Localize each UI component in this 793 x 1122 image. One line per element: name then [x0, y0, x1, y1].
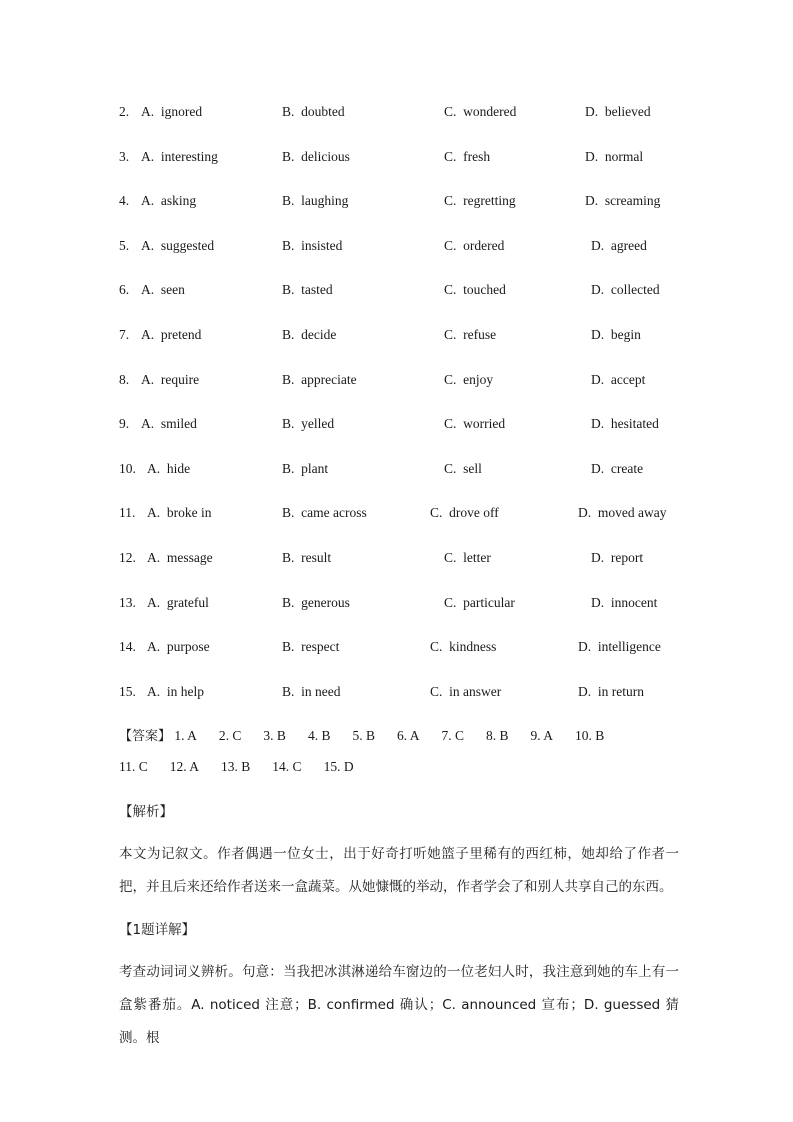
answer-item: 5. B	[352, 728, 375, 743]
detail-paragraph: 考查动词词义辨析。句意：当我把冰淇淋递给车窗边的一位老妇人时，我注意到她的车上有一盒紫番茄。A. noticed 注意；B. confirmed 确认；C. announced 宣布；D. guessed 猜测。根	[119, 964, 679, 1046]
option-text: believed	[604, 104, 651, 119]
option-text: doubted	[301, 104, 345, 119]
option-letter: B.	[282, 683, 295, 699]
option-letter: C.	[444, 416, 457, 432]
question-row	[0, 501, 793, 546]
option-text: ignored	[160, 104, 203, 119]
option-d	[591, 323, 641, 347]
option-text: interesting	[160, 148, 218, 164]
option-text: purpose	[166, 639, 210, 655]
option-text: collected	[610, 282, 660, 298]
question-row	[0, 635, 793, 680]
answer-item: 15. D	[323, 759, 354, 774]
option-letter: A.	[141, 148, 155, 164]
option-b	[282, 635, 339, 659]
option-text: normal	[604, 148, 644, 164]
option-text: accept	[610, 371, 646, 387]
option-d	[591, 591, 657, 615]
answer-item: 6. A	[396, 728, 420, 743]
question-row	[0, 457, 793, 502]
option-letter: C.	[430, 683, 443, 699]
option-text: worried	[463, 416, 506, 432]
option-c	[444, 189, 516, 213]
option-a	[147, 591, 209, 615]
option-text: broke in	[166, 505, 212, 521]
option-text: laughing	[301, 193, 349, 209]
option-letter: A.	[147, 505, 161, 521]
question-row	[0, 412, 793, 457]
option-c	[444, 100, 516, 124]
option-d	[591, 368, 645, 392]
question-row	[0, 278, 793, 323]
option-letter: B.	[282, 505, 295, 521]
option-letter: B.	[282, 371, 295, 387]
option-text: create	[610, 460, 644, 476]
option-text: ordered	[463, 237, 505, 253]
answer-item: 7. C	[441, 728, 464, 743]
answer-item: 14. C	[272, 759, 302, 774]
question-row	[0, 145, 793, 190]
option-c	[444, 546, 491, 570]
option-b	[282, 680, 341, 704]
analysis-paragraph: 本文为记叙文。作者偶遇一位女士，出于好奇打听她篮子里稀有的西红柿，她却给了作者一把，并且后来还给作者送来一盒蔬菜。从她慷慨的举动，作者学会了和别人共享自己的东西。	[119, 846, 679, 895]
option-c	[444, 278, 506, 302]
answer-item: 8. B	[486, 728, 509, 743]
option-letter: D.	[591, 237, 605, 253]
answer-item: 9. A	[530, 728, 554, 743]
question-row	[0, 323, 793, 368]
option-text: smiled	[160, 416, 197, 432]
option-letter: D.	[591, 326, 605, 342]
answer-item: 10. B	[575, 728, 605, 743]
option-letter: C.	[430, 505, 443, 521]
question-number: 3.	[119, 148, 130, 164]
option-letter: C.	[430, 639, 443, 655]
option-a	[147, 501, 212, 525]
question-number: 11.	[119, 505, 136, 521]
option-letter: B.	[282, 237, 295, 253]
option-letter: C.	[444, 594, 457, 610]
question-row	[0, 546, 793, 591]
option-b	[282, 323, 336, 347]
option-text: begin	[610, 326, 641, 342]
option-letter: A.	[147, 594, 161, 610]
option-d	[578, 635, 661, 659]
option-letter: D.	[591, 594, 605, 610]
option-letter: D.	[578, 683, 592, 699]
option-letter: B.	[282, 639, 295, 655]
option-text: in answer	[449, 683, 502, 699]
question-number: 13.	[119, 594, 136, 610]
option-text: fresh	[463, 148, 491, 164]
option-letter: A.	[147, 549, 161, 565]
question-number: 5.	[119, 237, 130, 253]
answer-block	[119, 724, 679, 786]
question-number: 15.	[119, 683, 136, 699]
option-text: particular	[463, 594, 515, 610]
option-text: hide	[166, 460, 191, 476]
option-text: grateful	[166, 594, 209, 610]
option-text: generous	[301, 594, 350, 610]
option-text: result	[301, 549, 332, 565]
answer-label: 【答案】	[119, 729, 172, 744]
option-a	[141, 323, 201, 347]
option-text: respect	[301, 639, 340, 655]
answer-item: 3. B	[263, 728, 286, 743]
option-letter: C.	[444, 326, 457, 342]
option-letter: B.	[282, 326, 295, 342]
option-letter: D.	[585, 104, 599, 119]
option-letter: C.	[444, 104, 457, 119]
option-text: in return	[597, 683, 644, 699]
option-letter: A.	[147, 683, 161, 699]
answer-item: 13. B	[221, 759, 251, 774]
option-letter: A.	[147, 460, 161, 476]
option-d	[591, 234, 647, 258]
option-text: touched	[463, 282, 506, 298]
question-number: 12.	[119, 549, 136, 565]
option-b	[282, 546, 331, 570]
option-letter: C.	[444, 282, 457, 298]
option-letter: A.	[141, 326, 155, 342]
analysis-heading: 【解析】	[119, 804, 173, 820]
option-a	[141, 234, 214, 258]
option-text: require	[160, 371, 200, 387]
option-a	[141, 278, 185, 302]
question-number: 2.	[119, 104, 130, 119]
option-b	[282, 412, 334, 436]
option-letter: C.	[444, 371, 457, 387]
option-a	[141, 368, 199, 392]
option-c	[444, 457, 482, 481]
option-a	[141, 145, 218, 169]
question-number: 10.	[119, 460, 136, 476]
option-text: decide	[301, 326, 337, 342]
option-text: plant	[301, 460, 329, 476]
option-a	[147, 680, 204, 704]
option-b	[282, 189, 348, 213]
option-text: innocent	[610, 594, 658, 610]
option-text: asking	[160, 193, 197, 209]
option-text: wondered	[463, 104, 517, 119]
option-text: in need	[301, 683, 341, 699]
answer-item: 2. C	[218, 728, 242, 743]
option-c	[444, 234, 504, 258]
answer-line-1	[119, 724, 679, 755]
option-d	[591, 457, 643, 481]
option-a	[147, 457, 190, 481]
option-letter: D.	[578, 505, 592, 521]
option-b	[282, 278, 333, 302]
option-text: seen	[160, 282, 185, 298]
option-letter: C.	[444, 148, 457, 164]
option-letter: A.	[141, 237, 155, 253]
option-text: report	[610, 549, 644, 565]
option-text: tasted	[301, 282, 333, 298]
option-text: suggested	[160, 237, 215, 253]
option-letter: A.	[141, 193, 155, 209]
option-letter: D.	[585, 193, 599, 209]
option-text: enjoy	[463, 371, 494, 387]
option-c	[444, 145, 490, 169]
option-text: appreciate	[301, 371, 357, 387]
option-letter: D.	[591, 549, 605, 565]
option-text: in help	[166, 683, 204, 699]
option-a	[147, 635, 210, 659]
option-c	[430, 635, 496, 659]
question-number: 4.	[119, 193, 130, 209]
question-row	[0, 100, 793, 145]
option-letter: C.	[444, 549, 457, 565]
option-text: kindness	[449, 639, 497, 655]
option-c	[444, 323, 496, 347]
option-letter: C.	[444, 193, 457, 209]
answer-item: 4. B	[307, 728, 331, 743]
option-letter: D.	[591, 371, 605, 387]
option-c	[444, 368, 493, 392]
answer-item: 12. A	[169, 759, 200, 774]
option-a	[141, 412, 197, 436]
option-text: pretend	[160, 326, 202, 342]
question-number: 7.	[119, 326, 130, 342]
option-letter: B.	[282, 460, 295, 476]
option-c	[430, 680, 501, 704]
option-c	[444, 591, 515, 615]
option-text: agreed	[610, 237, 647, 253]
option-text: drove off	[449, 505, 499, 521]
answer-line-2	[119, 755, 679, 786]
option-a	[141, 100, 202, 124]
option-d	[578, 680, 644, 704]
option-d	[591, 412, 659, 436]
question-row	[0, 591, 793, 636]
option-letter: C.	[444, 460, 457, 476]
option-text: delicious	[301, 148, 350, 164]
answer-item: 11. C	[119, 759, 148, 774]
option-b	[282, 457, 328, 481]
option-letter: D.	[591, 460, 605, 476]
option-text: letter	[463, 549, 491, 565]
question-number: 8.	[119, 371, 130, 387]
option-text: yelled	[301, 416, 335, 432]
option-letter: A.	[141, 371, 155, 387]
question-row	[0, 189, 793, 234]
option-a	[141, 189, 196, 213]
option-b	[282, 368, 357, 392]
option-letter: B.	[282, 104, 295, 119]
option-letter: B.	[282, 594, 295, 610]
option-text: refuse	[463, 326, 497, 342]
question-list	[0, 100, 793, 724]
option-letter: B.	[282, 148, 295, 164]
option-c	[444, 412, 505, 436]
option-d	[585, 145, 643, 169]
option-text: intelligence	[597, 639, 661, 655]
detail-heading: 【1题详解】	[119, 922, 196, 938]
question-row	[0, 234, 793, 279]
question-row	[0, 368, 793, 413]
option-b	[282, 591, 350, 615]
option-d	[578, 501, 666, 525]
option-b	[282, 100, 345, 124]
option-d	[585, 189, 660, 213]
option-letter: D.	[591, 416, 605, 432]
option-d	[591, 278, 660, 302]
option-text: came across	[301, 505, 367, 521]
option-letter: D.	[578, 639, 592, 655]
option-b	[282, 501, 367, 525]
option-letter: D.	[585, 148, 599, 164]
option-letter: B.	[282, 282, 295, 298]
option-letter: A.	[141, 416, 155, 432]
option-text: insisted	[301, 237, 343, 253]
option-letter: B.	[282, 549, 295, 565]
option-b	[282, 145, 350, 169]
option-letter: B.	[282, 416, 295, 432]
answer-item: 1. A	[174, 728, 197, 743]
question-number: 6.	[119, 282, 130, 298]
option-text: sell	[463, 460, 482, 476]
question-number: 14.	[119, 639, 136, 655]
option-letter: A.	[147, 639, 161, 655]
option-text: regretting	[463, 193, 516, 209]
option-text: hesitated	[610, 416, 659, 432]
option-letter: A.	[141, 104, 155, 119]
option-text: moved away	[597, 505, 667, 521]
option-text: message	[166, 549, 213, 565]
option-text: screaming	[604, 193, 661, 209]
option-b	[282, 234, 342, 258]
option-letter: C.	[444, 237, 457, 253]
option-letter: B.	[282, 193, 295, 209]
option-c	[430, 501, 499, 525]
option-d	[585, 100, 651, 124]
option-letter: A.	[141, 282, 155, 298]
question-number: 9.	[119, 416, 130, 432]
option-letter: D.	[591, 282, 605, 298]
option-d	[591, 546, 643, 570]
question-row	[0, 680, 793, 725]
option-a	[147, 546, 213, 570]
